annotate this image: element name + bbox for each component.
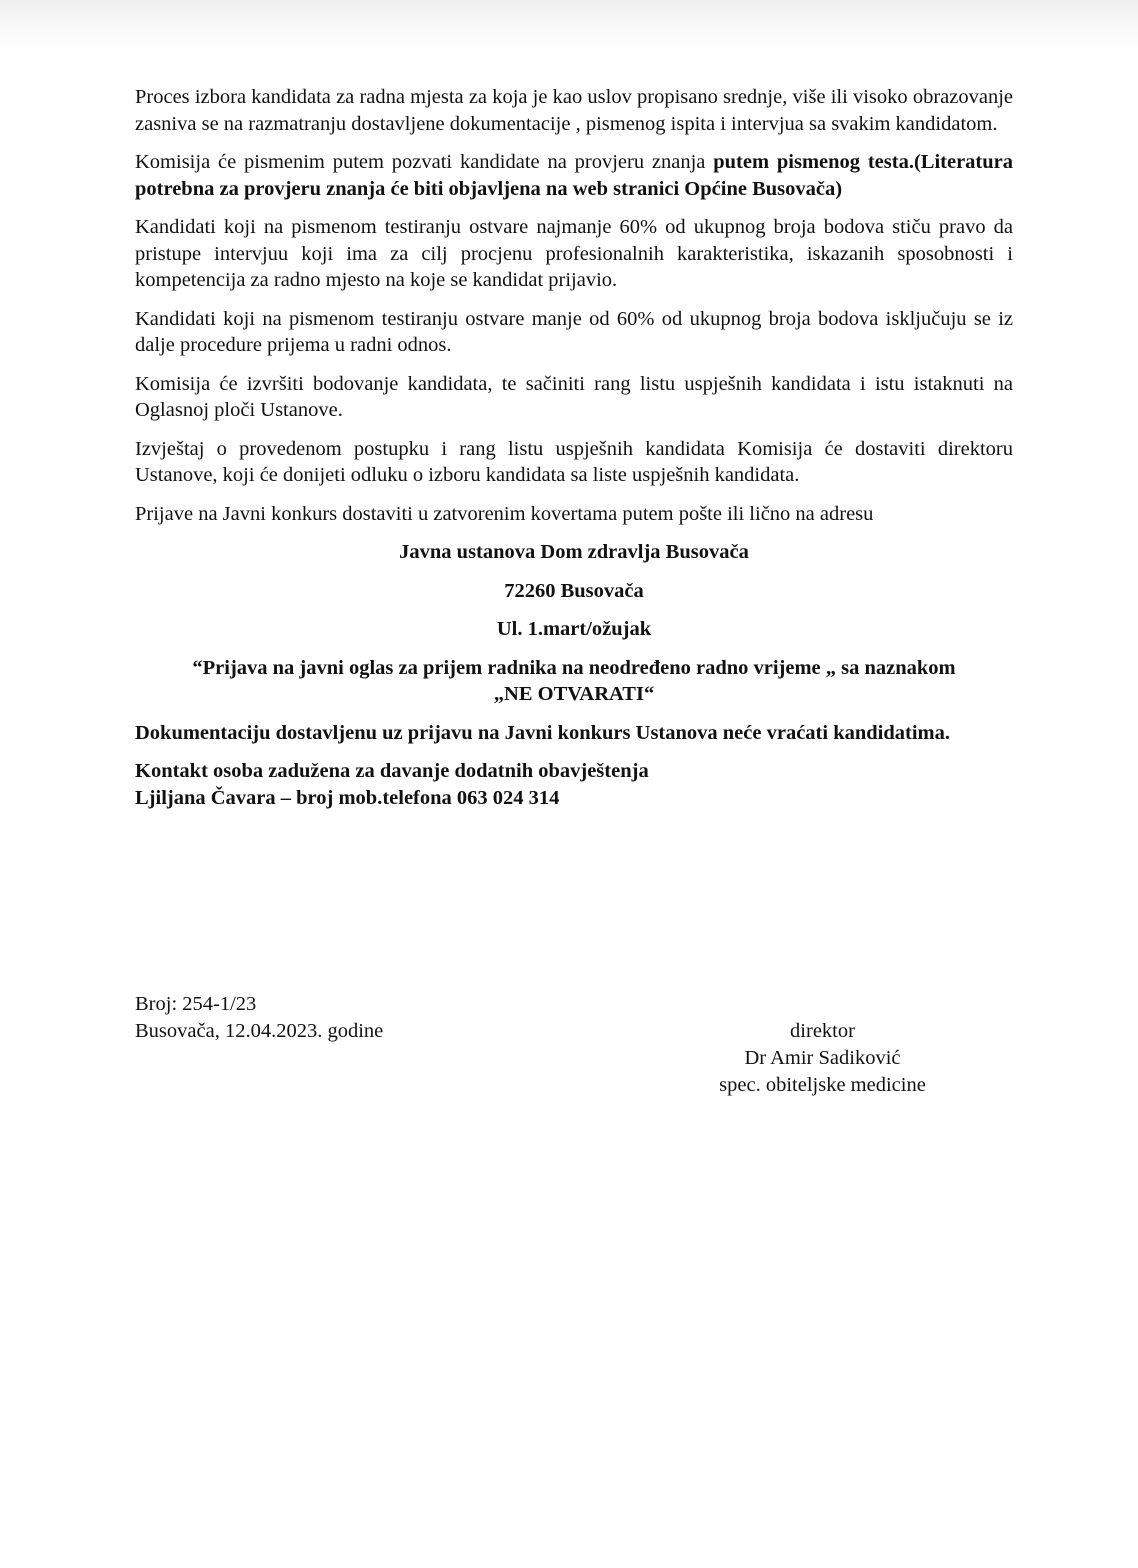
- contact-person: Ljiljana Čavara – broj mob.telefona 063 024 314: [135, 786, 560, 809]
- paragraph-selection-process: Proces izbora kandidata za radna mjesta za koja je kao uslov propisano srednje, više ili visoko obrazovanje zasniva se na razmatranju dostavljene dokumentacije , pismenog ispita i intervjua sa svakim kandidatom.: [135, 86, 1013, 135]
- paragraph-written-test: [135, 149, 1013, 202]
- paragraph-submission: Prijave na Javni konkurs dostaviti u zatvorenim kovertama putem pošte ili lično na adresu: [135, 502, 874, 525]
- address-institution: Javna ustanova Dom zdravlja Busovača: [399, 541, 749, 563]
- contact-line: Kontakt osoba zadužena za davanje dodatnih obavještenja: [135, 760, 649, 782]
- reference-number: Broj: 254-1/23: [135, 993, 257, 1015]
- signatory-specialty: spec. obiteljske medicine: [719, 1074, 926, 1096]
- address-postal: 72260 Busovača: [504, 579, 644, 602]
- address-street: Ul. 1.mart/ožujak: [496, 618, 652, 640]
- signatory-name: Dr Amir Sadiković: [744, 1047, 901, 1069]
- written-test-intro: Komisija će pismenim putem pozvati kandidate na provjeru znanja: [135, 151, 714, 173]
- document-page: [135, 84, 1013, 811]
- notice-documents-not-returned: Dokumentaciju dostavljenu uz prijavu na Javni konkurs Ustanova neće vraćati kandidatima.: [135, 721, 950, 744]
- paragraph-ranking: Komisija će izvršiti bodovanje kandidata, te sačiniti rang listu uspješnih kandidata i istu istaknuti na Oglasnoj ploči Ustanove.: [135, 372, 1013, 421]
- written-test-bold: putem pismenog testa.(Literatura potrebna za provjeru znanja će biti objavljena na web stranici Općine Busovača): [135, 151, 1013, 200]
- contact-block: [135, 758, 1013, 811]
- paragraph-report: Izvještaj o provedenom postupku i rang listu uspješnih kandidata Komisija će dostaviti direktoru Ustanove, koji će donijeti odluku o izboru kandidata sa liste uspješnih kandidata.: [135, 437, 1013, 486]
- document-reference: [135, 991, 383, 1044]
- signature-block: [680, 1018, 965, 1099]
- place-date: Busovača, 12.04.2023. godine: [135, 1019, 384, 1042]
- envelope-label-line2: „NE OTVARATI“: [493, 683, 655, 705]
- paragraph-fail-threshold: Kandidati koji na pismenom testiranju ostvare manje od 60% od ukupnog broja bodova isključuju se iz dalje procedure prijema u radni odnos.: [135, 307, 1013, 356]
- signatory-title: direktor: [790, 1020, 855, 1042]
- top-shadow: [0, 0, 1138, 50]
- paragraph-pass-threshold: Kandidati koji na pismenom testiranju ostvare najmanje 60% od ukupnog broja bodova stiču pravo da pristupe intervjuu koji ima za cilj procjenu profesionalnih karakteristika, iskazanih sposobnosti i kompetencija za radno mjesto na koje se kandidat prijavio.: [135, 216, 1013, 291]
- envelope-label-line1: “Prijava na javni oglas za prijem radnika na neodređeno radno vrijeme „ sa naznakom: [192, 656, 956, 679]
- envelope-label: [135, 655, 1013, 708]
